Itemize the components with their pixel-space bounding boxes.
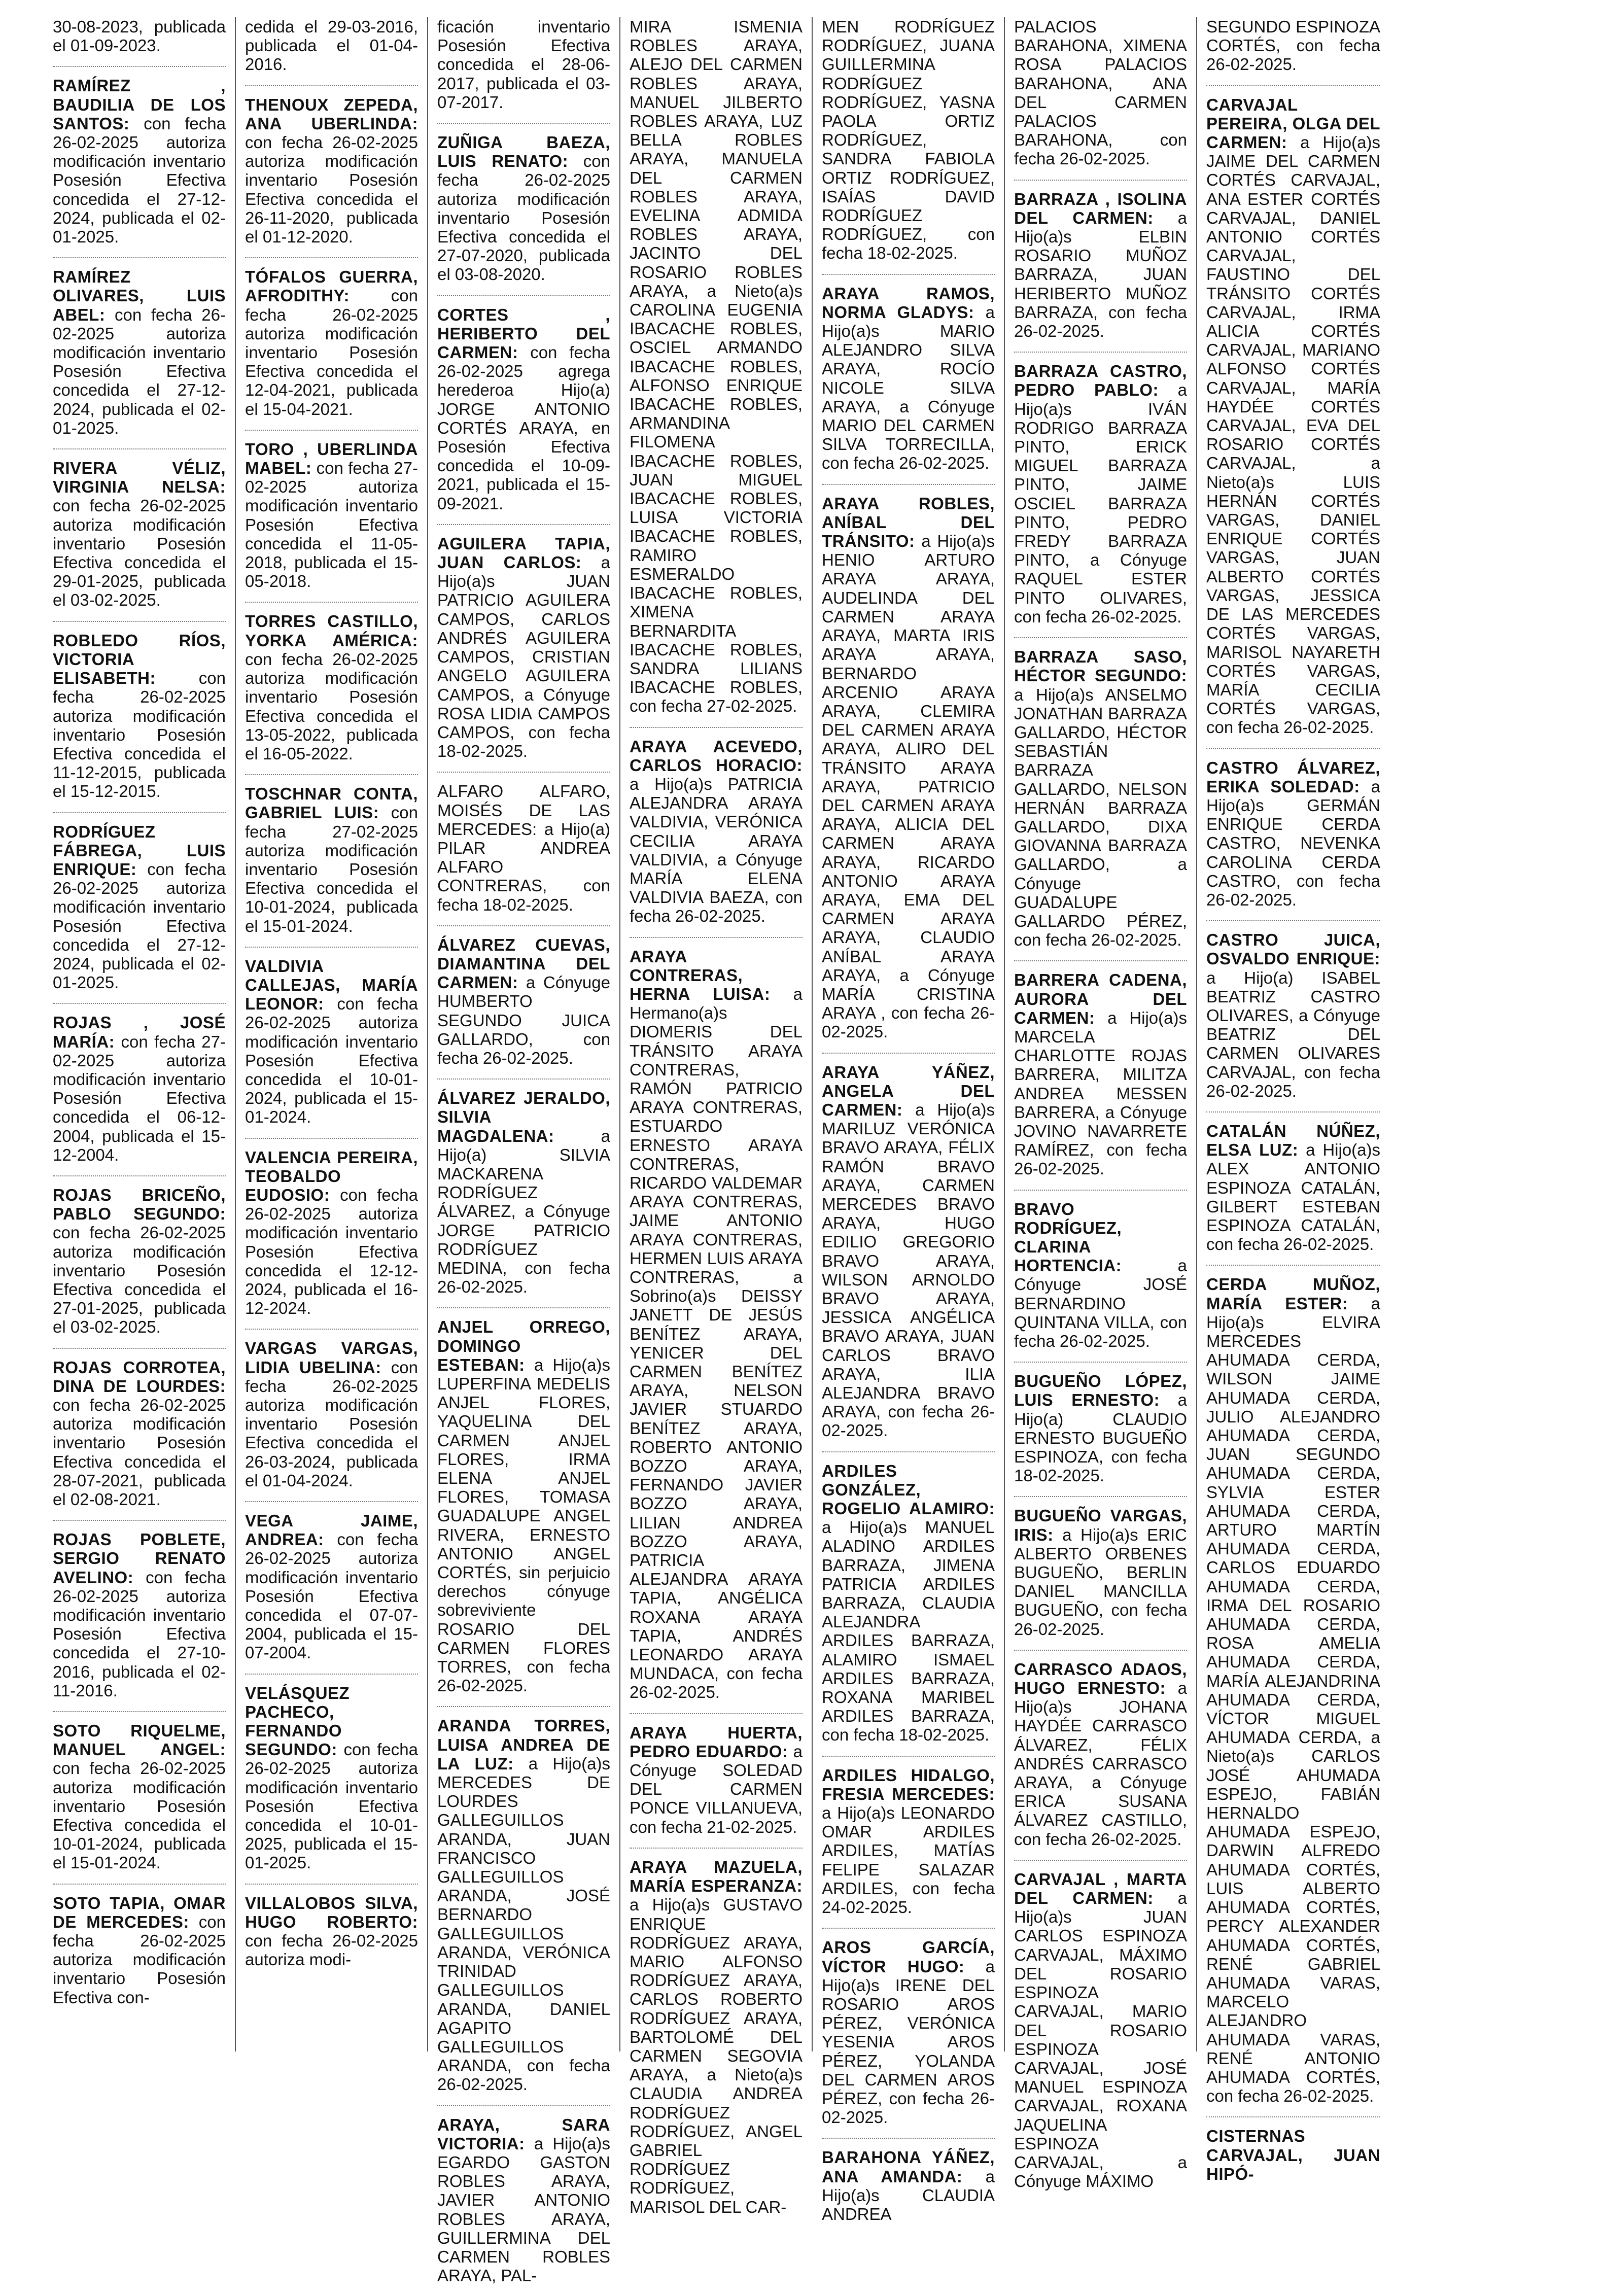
- notice-name: RODRÍGUEZ FÁBREGA, LUIS ENRIQUE:: [53, 822, 226, 879]
- notice-body: con fecha 26-02-2025 autoriza modificación inventario Posesión Efectiva concedida el 27-12-2024, publicada el 02-01-2025.: [53, 859, 226, 992]
- notice-body: con fecha 26-02-2025 autoriza modificación inventario Posesión Efectiva concedida el 27-12-2024, publicada el 02-01-2025.: [53, 305, 226, 437]
- notice-body: con fecha 26-02-2025 autoriza modificación inventario Posesión Efectiva con-: [53, 1912, 226, 2007]
- notice-entry: [53, 1004, 226, 1176]
- notice-entry: [53, 17, 226, 67]
- notice-name: ROJAS POBLETE, SERGIO RENATO AVELINO:: [53, 1530, 226, 1587]
- notice-name: CASTRO ÁLVAREZ, ERIKA SOLEDAD:: [1206, 758, 1380, 796]
- notice-name: CATALÁN NÚÑEZ, ELSA LUZ:: [1206, 1121, 1380, 1160]
- notice-name: ÁLVAREZ CUEVAS, DIAMANTINA DEL CARMEN:: [437, 935, 610, 992]
- notice-body: a Hijo(a)s PATRICIA ALEJANDRA ARAYA VALDIVIA, VERÓNICA CECILIA ARAYA VALDIVIA, a Cónyuge MARÍA ELENA VALDIVIA BAEZA, con fecha 26-02-2025.: [630, 774, 803, 926]
- notice-name: TORRES CASTILLO, YORKA AMÉRICA:: [245, 612, 418, 650]
- notice-body: con fecha 26-02-2025 autoriza modificación inventario Posesión Efectiva concedida el 27-12-2024, publicada el 02-01-2025.: [53, 114, 226, 247]
- notice-name: AGUILERA TAPIA, JUAN CARLOS:: [437, 534, 610, 572]
- notice-entry: [630, 1714, 803, 1849]
- notice-entry: [822, 1757, 995, 1929]
- notice-entry: [1014, 961, 1187, 1190]
- notice-entry: [630, 1849, 803, 2228]
- notice-name: BARRAZA CASTRO, PEDRO PABLO:: [1014, 362, 1187, 400]
- notice-body: PALACIOS BARAHONA, XIMENA ROSA PALACIOS BARAHONA, ANA DEL CARMEN PALACIOS BARAHONA, con fecha 26-02-2025.: [1014, 17, 1187, 168]
- column-7: [1197, 17, 1389, 2183]
- notice-entry: [1014, 1497, 1187, 1650]
- notice-name: VALDIVIA CALLEJAS, MARÍA LEONOR:: [245, 956, 418, 1014]
- notice-body: a Hijo(a)s ELVIRA MERCEDES AHUMADA CERDA, WILSON JAIME AHUMADA CERDA, JULIO ALEJANDRO AHUMADA CERDA, JUAN SEGUNDO AHUMADA CERDA, SYLVIA ESTER AHUMADA CERDA, ARTURO MARTÍN AHUMADA CERDA, CARLOS EDUARDO AHUMADA CERDA, IRMA DEL ROSARIO AHUMADA CERDA, ROSA AMELIA AHUMADA CERDA, MARÍA ALEJANDRINA AHUMADA CERDA, VÍCTOR MIGUEL AHUMADA CERDA, a Nieto(a)s CARLOS JOSÉ AHUMADA ESPEJO, FABIÁN HERNALDO AHUMADA ESPEJO, DARWIN ALFREDO AHUMADA CORTÉS, LUIS ALBERTO AHUMADA CORTÉS, PERCY ALEXANDER AHUMADA CORTÉS, RENÉ GABRIEL AHUMADA VARAS, MARCELO ALEJANDRO AHUMADA VARAS, RENÉ ANTONIO AHUMADA CORTÉS, con fecha 26-02-2025.: [1206, 1294, 1380, 2106]
- notice-name: ARAYA HUERTA, PEDRO EDUARDO:: [630, 1723, 803, 1761]
- notice-body: a Hijo(a)s LEONARDO OMAR ARDILES ARDILES, MATÍAS FELIPE SALAZAR ARDILES, con fecha 24-02-2025.: [822, 1803, 995, 1917]
- notice-body: a Cónyuge JOSÉ BERNARDINO QUINTANA VILLA, con fecha 26-02-2025.: [1014, 1256, 1187, 1350]
- notice-entry: [53, 813, 226, 1004]
- notice-body: a Hijo(a)s HENIO ARTURO ARAYA ARAYA, AUDELINDA DEL CARMEN ARAYA ARAYA, MARTA IRIS ARAYA ARAYA, BERNARDO ARCENIO ARAYA ARAYA, CLEMIRA DEL CARMEN ARAYA ARAYA, ALIRO DEL TRÁNSITO ARAYA ARAYA, PATRICIO DEL CARMEN ARAYA ARAYA, ALICIA DEL CARMEN ARAYA ARAYA, RICARDO ANTONIO ARAYA ARAYA, EMA DEL CARMEN ARAYA ARAYA, CLAUDIO ANÍBAL ARAYA ARAYA, a Cónyuge MARÍA CRISTINA ARAYA , con fecha 26-02-2025.: [822, 532, 995, 1041]
- notice-body: a Hijo(a)s JOHANA HAYDÉE CARRASCO ÁLVAREZ, FÉLIX ANDRÉS CARRASCO ARAYA, a Cónyuge ERICA SUSANA ÁLVAREZ CASTILLO, con fecha 26-02-2025.: [1014, 1679, 1187, 1849]
- notice-entry: [245, 86, 418, 259]
- notice-entry: [822, 485, 995, 1054]
- notice-body: con fecha 26-02-2025 autoriza modificación inventario Posesión Efectiva concedida el 12-12-2024, publicada el 16-12-2024.: [245, 1185, 418, 1318]
- notice-name: AROS GARCÍA, VÍCTOR HUGO:: [822, 1938, 995, 1976]
- notice-entry: [245, 603, 418, 775]
- notice-name: ÁLVAREZ JERALDO, SILVIA MAGDALENA:: [437, 1089, 610, 1145]
- notice-entry: [822, 1054, 995, 1452]
- notice-body: SEGUNDO ESPINOZA CORTÉS, con fecha 26-02-2025.: [1206, 17, 1380, 74]
- notice-entry: [437, 525, 610, 773]
- notice-entry: [245, 1139, 418, 1330]
- notice-body: a Hijo(a)s JUAN CARLOS ESPINOZA CARVAJAL, MÁXIMO DEL ROSARIO ESPINOZA CARVAJAL, MARIO DEL ROSARIO ESPINOZA CARVAJAL, JOSÉ MANUEL ESPINOZA CARVAJAL, ROXANA JAQUELINA ESPINOZA CARVAJAL, a Cónyuge MÁXIMO: [1014, 1889, 1187, 2191]
- notice-body: a Hijo(a)s LUPERFINA MEDELIS ANJEL FLORES, YAQUELINA DEL CARMEN ANJEL FLORES, IRMA ELENA ANJEL FLORES, TOMASA GUADALUPE ANGEL RIVERA, ERNESTO ANTONIO ANGEL CORTÉS, sin perjuicio derechos cónyuge sobreviviente ROSARIO DEL CARMEN FLORES TORRES, con fecha 26-02-2025.: [437, 1355, 610, 1695]
- notice-body: a Hijo(a)s MARILUZ VERÓNICA BRAVO ARAYA, FÉLIX RAMÓN BRAVO ARAYA, CARMEN MERCEDES BRAVO ARAYA, HUGO EDILIO GREGORIO BRAVO ARAYA, WILSON ARNOLDO BRAVO ARAYA, JESSICA ANGÉLICA BRAVO ARAYA, JUAN CARLOS BRAVO ARAYA, ILIA ALEJANDRA BRAVO ARAYA, con fecha 26-02-2025.: [822, 1100, 995, 1440]
- notice-entry: [53, 449, 226, 622]
- notice-name: TORO , UBERLINDA MABEL:: [245, 439, 418, 478]
- notice-entry: [245, 1885, 418, 1980]
- notice-entry: [1014, 1191, 1187, 1363]
- notice-entry: [53, 622, 226, 813]
- notice-name: CERDA MUÑOZ, MARÍA ESTER:: [1206, 1275, 1380, 1313]
- notice-body: con fecha 27-02-2025 autoriza modificación inventario Posesión Efectiva concedida el 06-12-2004, publicada el 15-12-2004.: [53, 1032, 226, 1164]
- notice-body: a Hijo(a)s JUAN PATRICIO AGUILERA CAMPOS, CARLOS ANDRÉS AGUILERA CAMPOS, CRISTIAN ANGELO AGUILERA CAMPOS, a Cónyuge ROSA LIDIA CAMPOS CAMPOS, con fecha 18-02-2025.: [437, 553, 610, 761]
- notice-name: BARRAZA , ISOLINA DEL CARMEN:: [1014, 189, 1187, 227]
- notice-body: ficación inventario Posesión Efectiva concedida el 28-06-2017, publicada el 03-07-2017.: [437, 17, 610, 112]
- notice-entry: [245, 1675, 418, 1885]
- notice-name: ARDILES HIDALGO, FRESIA MERCEDES:: [822, 1765, 995, 1803]
- notice-body: a Hijo(a)s ERIC ALBERTO ORBENES BUGUEÑO, BERLIN DANIEL MANCILLA BUGUEÑO, con fecha 26-02-2025.: [1014, 1525, 1187, 1639]
- notice-name: RAMÍREZ OLIVARES, LUIS ABEL:: [53, 267, 226, 324]
- notice-name: ARAYA RAMOS, NORMA GLADYS:: [822, 284, 995, 322]
- notice-entry: [53, 1885, 226, 2018]
- notice-body: con fecha 26-02-2025 autoriza modificación inventario Posesión Efectiva concedida el 26-11-2020, publicada el 01-12-2020.: [245, 133, 418, 247]
- notice-body: 30-08-2023, publicada el 01-09-2023.: [53, 17, 226, 55]
- notice-entry: [437, 1080, 610, 1308]
- notice-entry: [1014, 1363, 1187, 1497]
- notice-name: VILLALOBOS SILVA, HUGO ROBERTO:: [245, 1893, 418, 1931]
- notice-body: a Hijo(a)s CLAUDIA ANDREA: [822, 2167, 995, 2223]
- notice-body: a Hijo(a)s MARIO ALEJANDRO SILVA ARAYA, ROCÍO NICOLE SILVA ARAYA, a Cónyuge MARIO DEL CARMEN SILVA TORRECILLA, con fecha 26-02-2025.: [822, 302, 995, 473]
- notice-body: a Hijo(a)s MANUEL ALADINO ARDILES BARRAZA, JIMENA PATRICIA ARDILES BARRAZA, CLAUDIA ALEJANDRA ARDILES BARRAZA, ALAMIRO ISMAEL ARDILES BARRAZA, ROXANA MARIBEL ARDILES BARRAZA, con fecha 18-02-2025.: [822, 1518, 995, 1745]
- notice-entry: [245, 948, 418, 1139]
- column-6: [1005, 17, 1197, 2191]
- notice-entry: [245, 775, 418, 948]
- notice-body: con fecha 26-02-2025 autoriza modificación inventario Posesión Efectiva concedida el 10-01-2024, publicada el 15-01-2024.: [53, 1759, 226, 1872]
- notice-body: con fecha 26-02-2025 autoriza modificación inventario Posesión Efectiva concedida el 27-01-2025, publicada el 03-02-2025.: [53, 1223, 226, 1337]
- notice-name: CISTERNAS CARVAJAL, JUAN HIPÓ-: [1206, 2127, 1380, 2183]
- column-1: [44, 17, 236, 2051]
- notice-name: SOTO TAPIA, OMAR DE MERCEDES:: [53, 1893, 226, 1931]
- notice-name: CASTRO JUICA, OSVALDO ENRIQUE:: [1206, 930, 1380, 968]
- notice-entry: [437, 17, 610, 124]
- notice-entry: [245, 258, 418, 431]
- notice-entry: [437, 1308, 610, 1707]
- notice-name: CORTES , HERIBERTO DEL CARMEN:: [437, 305, 610, 362]
- notice-body: a Hijo(a)s ANSELMO JONATHAN BARRAZA GALLARDO, HÉCTOR SEBASTIÁN BARRAZA GALLARDO, NELSON HERNÁN BARRAZA GALLARDO, DIXA GIOVANNA BARRAZA GALLARDO, a Cónyuge GUADALUPE GALLARDO PÉREZ, con fecha 26-02-2025.: [1014, 685, 1187, 950]
- notice-body: a Hijo(a)s MERCEDES DE LOURDES GALLEGUILLOS ARANDA, JUAN FRANCISCO GALLEGUILLOS ARANDA, JOSÉ BERNARDO GALLEGUILLOS ARANDA, VERÓNICA TRINIDAD GALLEGUILLOS ARANDA, DANIEL AGAPITO GALLEGUILLOS ARANDA, con fecha 26-02-2025.: [437, 1754, 610, 2094]
- notice-entry: [630, 17, 803, 728]
- notice-entry: [245, 1502, 418, 1675]
- column-3: [428, 17, 620, 2285]
- notice-name: ROJAS BRICEÑO, PABLO SEGUNDO:: [53, 1185, 226, 1224]
- notice-name: ROJAS , JOSÉ MARÍA:: [53, 1013, 226, 1051]
- notice-entry: [822, 1929, 995, 2139]
- notice-body: con fecha 26-02-2025 autoriza modi-: [245, 1931, 418, 1969]
- notice-entry: [437, 2106, 610, 2296]
- notice-name: VELÁSQUEZ PACHECO, FERNANDO SEGUNDO:: [245, 1683, 350, 1759]
- notice-body: con fecha 26-02-2025 autoriza modificación inventario Posesión Efectiva concedida el 13-05-2022, publicada el 16-05-2022.: [245, 649, 418, 763]
- notice-name: ANJEL ORREGO, DOMINGO ESTEBAN:: [437, 1317, 610, 1374]
- notice-name: ARAYA ACEVEDO, CARLOS HORACIO:: [630, 737, 803, 775]
- notice-body: con fecha 26-02-2025 autoriza modificación inventario Posesión Efectiva concedida el 27-07-2020, publicada el 03-08-2020.: [437, 152, 610, 284]
- notice-body: a Hijo(a)s IVÁN RODRIGO BARRAZA PINTO, ERICK MIGUEL BARRAZA PINTO, JAIME OSCIEL BARRAZA PINTO, PEDRO FREDY BARRAZA PINTO, a Cónyuge RAQUEL ESTER PINTO OLIVARES, con fecha 26-02-2025.: [1014, 380, 1187, 626]
- notice-entry: [1014, 17, 1187, 181]
- notice-name: CARRASCO ADAOS, HUGO ERNESTO:: [1014, 1659, 1187, 1698]
- notice-name: ARAYA, SARA VICTORIA:: [437, 2115, 610, 2153]
- notice-name: TÓFALOS GUERRA, AFRODITHY:: [245, 267, 418, 305]
- notice-body: MIRA ISMENIA ROBLES ARAYA, ALEJO DEL CARMEN ROBLES ARAYA, MANUEL JILBERTO ROBLES ARAYA, LUZ BELLA ROBLES ARAYA, MANUELA DEL CARMEN ROBLES ARAYA, EVELINA ADMIDA ROBLES ARAYA, JACINTO DEL ROSARIO ROBLES ARAYA, a Nieto(a)s CAROLINA EUGENIA IBACACHE ROBLES, OSCIEL ARMANDO IBACACHE ROBLES, ALFONSO ENRIQUE IBACACHE ROBLES, ARMANDINA FILOMENA IBACACHE ROBLES, JUAN MIGUEL IBACACHE ROBLES, LUISA VICTORIA IBACACHE ROBLES, RAMIRO ESMERALDO IBACACHE ROBLES, XIMENA BERNARDITA IBACACHE ROBLES, SANDRA LILIANS IBACACHE ROBLES, con fecha 27-02-2025.: [630, 17, 803, 716]
- notice-entry: [245, 17, 418, 86]
- notice-name: VARGAS VARGAS, LIDIA UBELINA:: [245, 1339, 418, 1377]
- notice-body: con fecha 26-02-2025 autoriza modificación inventario Posesión Efectiva concedida el 07-07-2004, publicada el 15-07-2004.: [245, 1530, 418, 1662]
- notice-body: con fecha 26-02-2025 autoriza modificación inventario Posesión Efectiva concedida el 28-07-2021, publicada el 02-08-2021.: [53, 1396, 226, 1509]
- notice-entry: [822, 1452, 995, 1757]
- notice-body: con fecha 26-02-2025 autoriza modificación inventario Posesión Efectiva concedida el 27-10-2016, publicada el 02-11-2016.: [53, 1568, 226, 1700]
- notice-body: a Hijo(a)s EGARDO GASTON ROBLES ARAYA, JAVIER ANTONIO ROBLES ARAYA, GUILLERMINA DEL CARMEN ROBLES ARAYA, PAL-: [437, 2134, 610, 2285]
- notice-entry: [1014, 1861, 1187, 2202]
- notice-entry: [53, 1176, 226, 1349]
- notice-name: SOTO RIQUELME, MANUEL ANGEL:: [53, 1721, 226, 1759]
- notice-body: a Hijo(a)s MARCELA CHARLOTTE ROJAS BARRERA, MILITZA ANDREA MESSEN BARRERA, a Cónyuge JOVINO NAVARRETE RAMÍREZ, con fecha 26-02-2025.: [1014, 1008, 1187, 1178]
- notice-body: MEN RODRÍGUEZ RODRÍGUEZ, JUANA GUILLERMINA RODRÍGUEZ RODRÍGUEZ, YASNA PAOLA ORTIZ RODRÍGUEZ, SANDRA FABIOLA ORTIZ RODRÍGUEZ, ISAÍAS DAVID RODRÍGUEZ RODRÍGUEZ, con fecha 18-02-2025.: [822, 17, 995, 263]
- notice-entry: [1206, 1112, 1380, 1266]
- notice-body: con fecha 26-02-2025 autoriza modificación inventario Posesión Efectiva concedida el 10-01-2024, publicada el 15-01-2024.: [245, 994, 418, 1127]
- notice-entry: [630, 938, 803, 1714]
- notice-body: a Hijo(a)s IRENE DEL ROSARIO AROS PÉREZ, VERÓNICA YESENIA AROS PÉREZ, YOLANDA DEL CARMEN AROS PÉREZ, con fecha 26-02-2025.: [822, 1957, 995, 2127]
- notice-entry: [437, 296, 610, 525]
- notice-name: ARDILES GONZÁLEZ, ROGELIO ALAMIRO:: [822, 1461, 995, 1518]
- notice-name: TOSCHNAR CONTA, GABRIEL LUIS:: [245, 784, 418, 822]
- notice-name: ARAYA ROBLES, ANÍBAL DEL TRÁNSITO:: [822, 494, 995, 551]
- notice-name: BUGUEÑO LÓPEZ, LUIS ERNESTO:: [1014, 1372, 1187, 1410]
- notice-name: CARVAJAL PEREIRA, OLGA DEL CARMEN:: [1206, 95, 1380, 152]
- notice-entry: [53, 1349, 226, 1521]
- column-2: [236, 17, 428, 2051]
- notice-body: a Hijo(a)s ELBIN ROSARIO MUÑOZ BARRAZA, JUAN HERIBERTO MUÑOZ BARRAZA, con fecha 26-02-2025.: [1014, 208, 1187, 341]
- notice-body: a Hijo(a)s GUSTAVO ENRIQUE RODRÍGUEZ ARAYA, MARIO ALFONSO RODRÍGUEZ ARAYA, CARLOS ROBERTO RODRÍGUEZ ARAYA, BARTOLOMÉ DEL CARMEN SEGOVIA ARAYA, a Nieto(a)s CLAUDIA ANDREA RODRÍGUEZ RODRÍGUEZ, ANGEL GABRIEL RODRÍGUEZ RODRÍGUEZ, MARISOL DEL CAR-: [630, 1895, 803, 2216]
- notice-name: RIVERA VÉLIZ, VIRGINIA NELSA:: [53, 459, 226, 497]
- notice-entry: [1206, 86, 1380, 749]
- notice-entry: [437, 926, 610, 1080]
- notice-name: VEGA JAIME, ANDREA:: [245, 1511, 418, 1549]
- notice-body: cedida el 29-03-2016, publicada el 01-04-2016.: [245, 17, 418, 74]
- notice-body: ALFARO ALFARO, MOISÉS DE LAS MERCEDES: a Hijo(a) PILAR ANDREA ALFARO CONTRERAS, con fecha 18-02-2025.: [437, 782, 610, 914]
- notice-entry: [822, 275, 995, 485]
- notice-body: con fecha 27-02-2025 autoriza modificación inventario Posesión Efectiva concedida el 10-01-2024, publicada el 15-01-2024.: [245, 803, 419, 935]
- notice-name: CARVAJAL , MARTA DEL CARMEN:: [1014, 1869, 1187, 1908]
- notice-entry: [437, 773, 610, 926]
- notice-body: a Hermano(a)s DIOMERIS DEL TRÁNSITO ARAYA CONTRERAS, RAMÓN PATRICIO ARAYA CONTRERAS, ESTUARDO ERNESTO ARAYA CONTRERAS, RICARDO VALDEMAR ARAYA CONTRERAS, JAIME ANTONIO ARAYA CONTRERAS, HERMEN LUIS ARAYA CONTRERAS, a Sobrino(a)s DEISSY JANETT DE JESÚS BENÍTEZ ARAYA, YENICER DEL CARMEN BENÍTEZ ARAYA, NELSON JAVIER STUARDO BENÍTEZ ARAYA, ROBERTO ANTONIO BOZZO ARAYA, FERNANDO JAVIER BOZZO ARAYA, LILIAN ANDREA BOZZO ARAYA, PATRICIA ALEJANDRA ARAYA TAPIA, ANGÉLICA ROXANA ARAYA TAPIA, ANDRÉS LEONARDO ARAYA MUNDACA, con fecha 26-02-2025.: [630, 984, 803, 1702]
- notice-entry: [822, 2139, 995, 2235]
- notice-name: VALENCIA PEREIRA, TEOBALDO EUDOSIO:: [245, 1147, 418, 1204]
- notice-entry: [1014, 353, 1187, 638]
- column-4: [620, 17, 813, 2216]
- column-5: [813, 17, 1005, 2223]
- notice-name: ZUÑIGA BAEZA, LUIS RENATO:: [437, 133, 610, 171]
- notice-body: a Hijo(a)s ALEX ANTONIO ESPINOZA CATALÁN, GILBERT ESTEBAN ESPINOZA CATALÁN, con fecha 26-02-2025.: [1206, 1140, 1381, 1254]
- notice-body: con fecha 26-02-2025 agrega herederoa Hijo(a) JORGE ANTONIO CORTÉS ARAYA, en Posesión Efectiva concedida el 10-09-2021, publicada el 15-09-2021.: [437, 343, 610, 513]
- notice-name: BARRERA CADENA, AURORA DEL CARMEN:: [1014, 970, 1187, 1027]
- notice-entry: [245, 431, 418, 603]
- notice-entry: [1206, 17, 1380, 86]
- notice-name: BUGUEÑO VARGAS, IRIS:: [1014, 1506, 1187, 1544]
- notice-entry: [245, 1330, 418, 1502]
- notice-body: con fecha 26-02-2025 autoriza modificación inventario Posesión Efectiva concedida el 11-12-2015, publicada el 15-12-2015.: [53, 669, 226, 801]
- notice-entry: [1014, 1651, 1187, 1861]
- notice-entry: [53, 1712, 226, 1885]
- notice-name: ARAYA YÁÑEZ, ANGELA DEL CARMEN:: [822, 1062, 995, 1119]
- notice-name: RAMÍREZ , BAUDILIA DE LOS SANTOS:: [53, 76, 226, 133]
- notice-body: a Hijo(a) CLAUDIO ERNESTO BUGUEÑO ESPINOZA, con fecha 18-02-2025.: [1014, 1390, 1187, 1485]
- notice-name: ARAYA MAZUELA, MARÍA ESPERANZA:: [630, 1857, 803, 1896]
- notice-entry: [53, 1521, 226, 1712]
- notice-body: con fecha 26-02-2025 autoriza modificación inventario Posesión Efectiva concedida el 26-03-2024, publicada el 01-04-2024.: [245, 1358, 418, 1490]
- notice-name: BRAVO RODRÍGUEZ, CLARINA HORTENCIA:: [1014, 1199, 1122, 1275]
- notice-body: a Hijo(a)s GERMÁN ENRIQUE CERDA CASTRO, NEVENKA CAROLINA CERDA CASTRO, con fecha 26-02-2025.: [1206, 777, 1380, 909]
- notice-name: ROJAS CORROTEA, DINA DE LOURDES:: [53, 1358, 226, 1396]
- notice-name: BARAHONA YÁÑEZ, ANA AMANDA:: [822, 2148, 995, 2186]
- notice-entry: [1206, 749, 1380, 922]
- notice-body: a Hijo(a)s JAIME DEL CARMEN CORTÉS CARVAJAL, ANA ESTER CORTÉS CARVAJAL, DANIEL ANTONIO CORTÉS CARVAJAL, FAUSTINO DEL TRÁNSITO CORTÉS CARVAJAL, IRMA ALICIA CORTÉS CARVAJAL, MARIANO ALFONSO CORTÉS CARVAJAL, MARÍA HAYDÉE CORTÉS CARVAJAL, EVA DEL ROSARIO CORTÉS CARVAJAL, a Nieto(a)s LUIS HERNÁN CORTÉS VARGAS, DANIEL ENRIQUE CORTÉS VARGAS, JUAN ALBERTO CORTÉS VARGAS, JESSICA DE LAS MERCEDES CORTÉS VARGAS, MARISOL NAYARETH CORTÉS VARGAS, MARÍA CECILIA CORTÉS VARGAS, con fecha 26-02-2025.: [1206, 133, 1380, 737]
- notice-entry: [822, 17, 995, 275]
- notice-entry: [1206, 921, 1380, 1112]
- notice-name: BARRAZA SASO, HÉCTOR SEGUNDO:: [1014, 647, 1187, 685]
- notice-entry: [1014, 638, 1187, 961]
- notice-body: con fecha 26-02-2025 autoriza modificación inventario Posesión Efectiva concedida el 10-01-2025, publicada el 15-01-2025.: [245, 1740, 418, 1872]
- notice-name: ARANDA TORRES, LUISA ANDREA DE LA LUZ:: [437, 1716, 610, 1773]
- notice-body: a Hijo(a) ISABEL BEATRIZ CASTRO OLIVARES, a Cónyuge BEATRIZ DEL CARMEN OLIVARES CARVAJAL, con fecha 26-02-2025.: [1206, 968, 1380, 1100]
- notice-body: con fecha 26-02-2025 autoriza modificación inventario Posesión Efectiva concedida el 29-01-2025, publicada el 03-02-2025.: [53, 496, 226, 610]
- notice-entry: [437, 124, 610, 296]
- notice-entry: [437, 1707, 610, 2106]
- notice-body: a Cónyuge SOLEDAD DEL CARMEN PONCE VILLANUEVA, con fecha 21-02-2025.: [630, 1742, 803, 1836]
- notice-body: a Hijo(a) SILVIA MACKARENA RODRÍGUEZ ÁLVAREZ, a Cónyuge JORGE PATRICIO RODRÍGUEZ MEDINA, con fecha 26-02-2025.: [437, 1126, 610, 1297]
- notice-entry: [1014, 181, 1187, 353]
- notice-entry: [53, 258, 226, 449]
- notice-body: con fecha 27-02-2025 autoriza modificación inventario Posesión Efectiva concedida el 11-05-2018, publicada el 15-05-2018.: [245, 459, 418, 591]
- notice-body: con fecha 26-02-2025 autoriza modificación inventario Posesión Efectiva concedida el 12-04-2021, publicada el 15-04-2021.: [245, 286, 418, 419]
- notice-body: a Cónyuge HUMBERTO SEGUNDO JUICA GALLARDO, con fecha 26-02-2025.: [437, 973, 610, 1067]
- notice-entry: [1206, 2117, 1380, 2195]
- notice-name: ARAYA CONTRERAS, HERNA LUISA:: [630, 947, 771, 1003]
- notice-name: THENOUX ZEPEDA, ANA UBERLINDA:: [245, 95, 418, 133]
- notice-entry: [53, 67, 226, 258]
- notice-entry: [1206, 1266, 1380, 2117]
- notice-name: ROBLEDO RÍOS, VICTORIA ELISABETH:: [53, 631, 226, 688]
- notice-entry: [630, 728, 803, 938]
